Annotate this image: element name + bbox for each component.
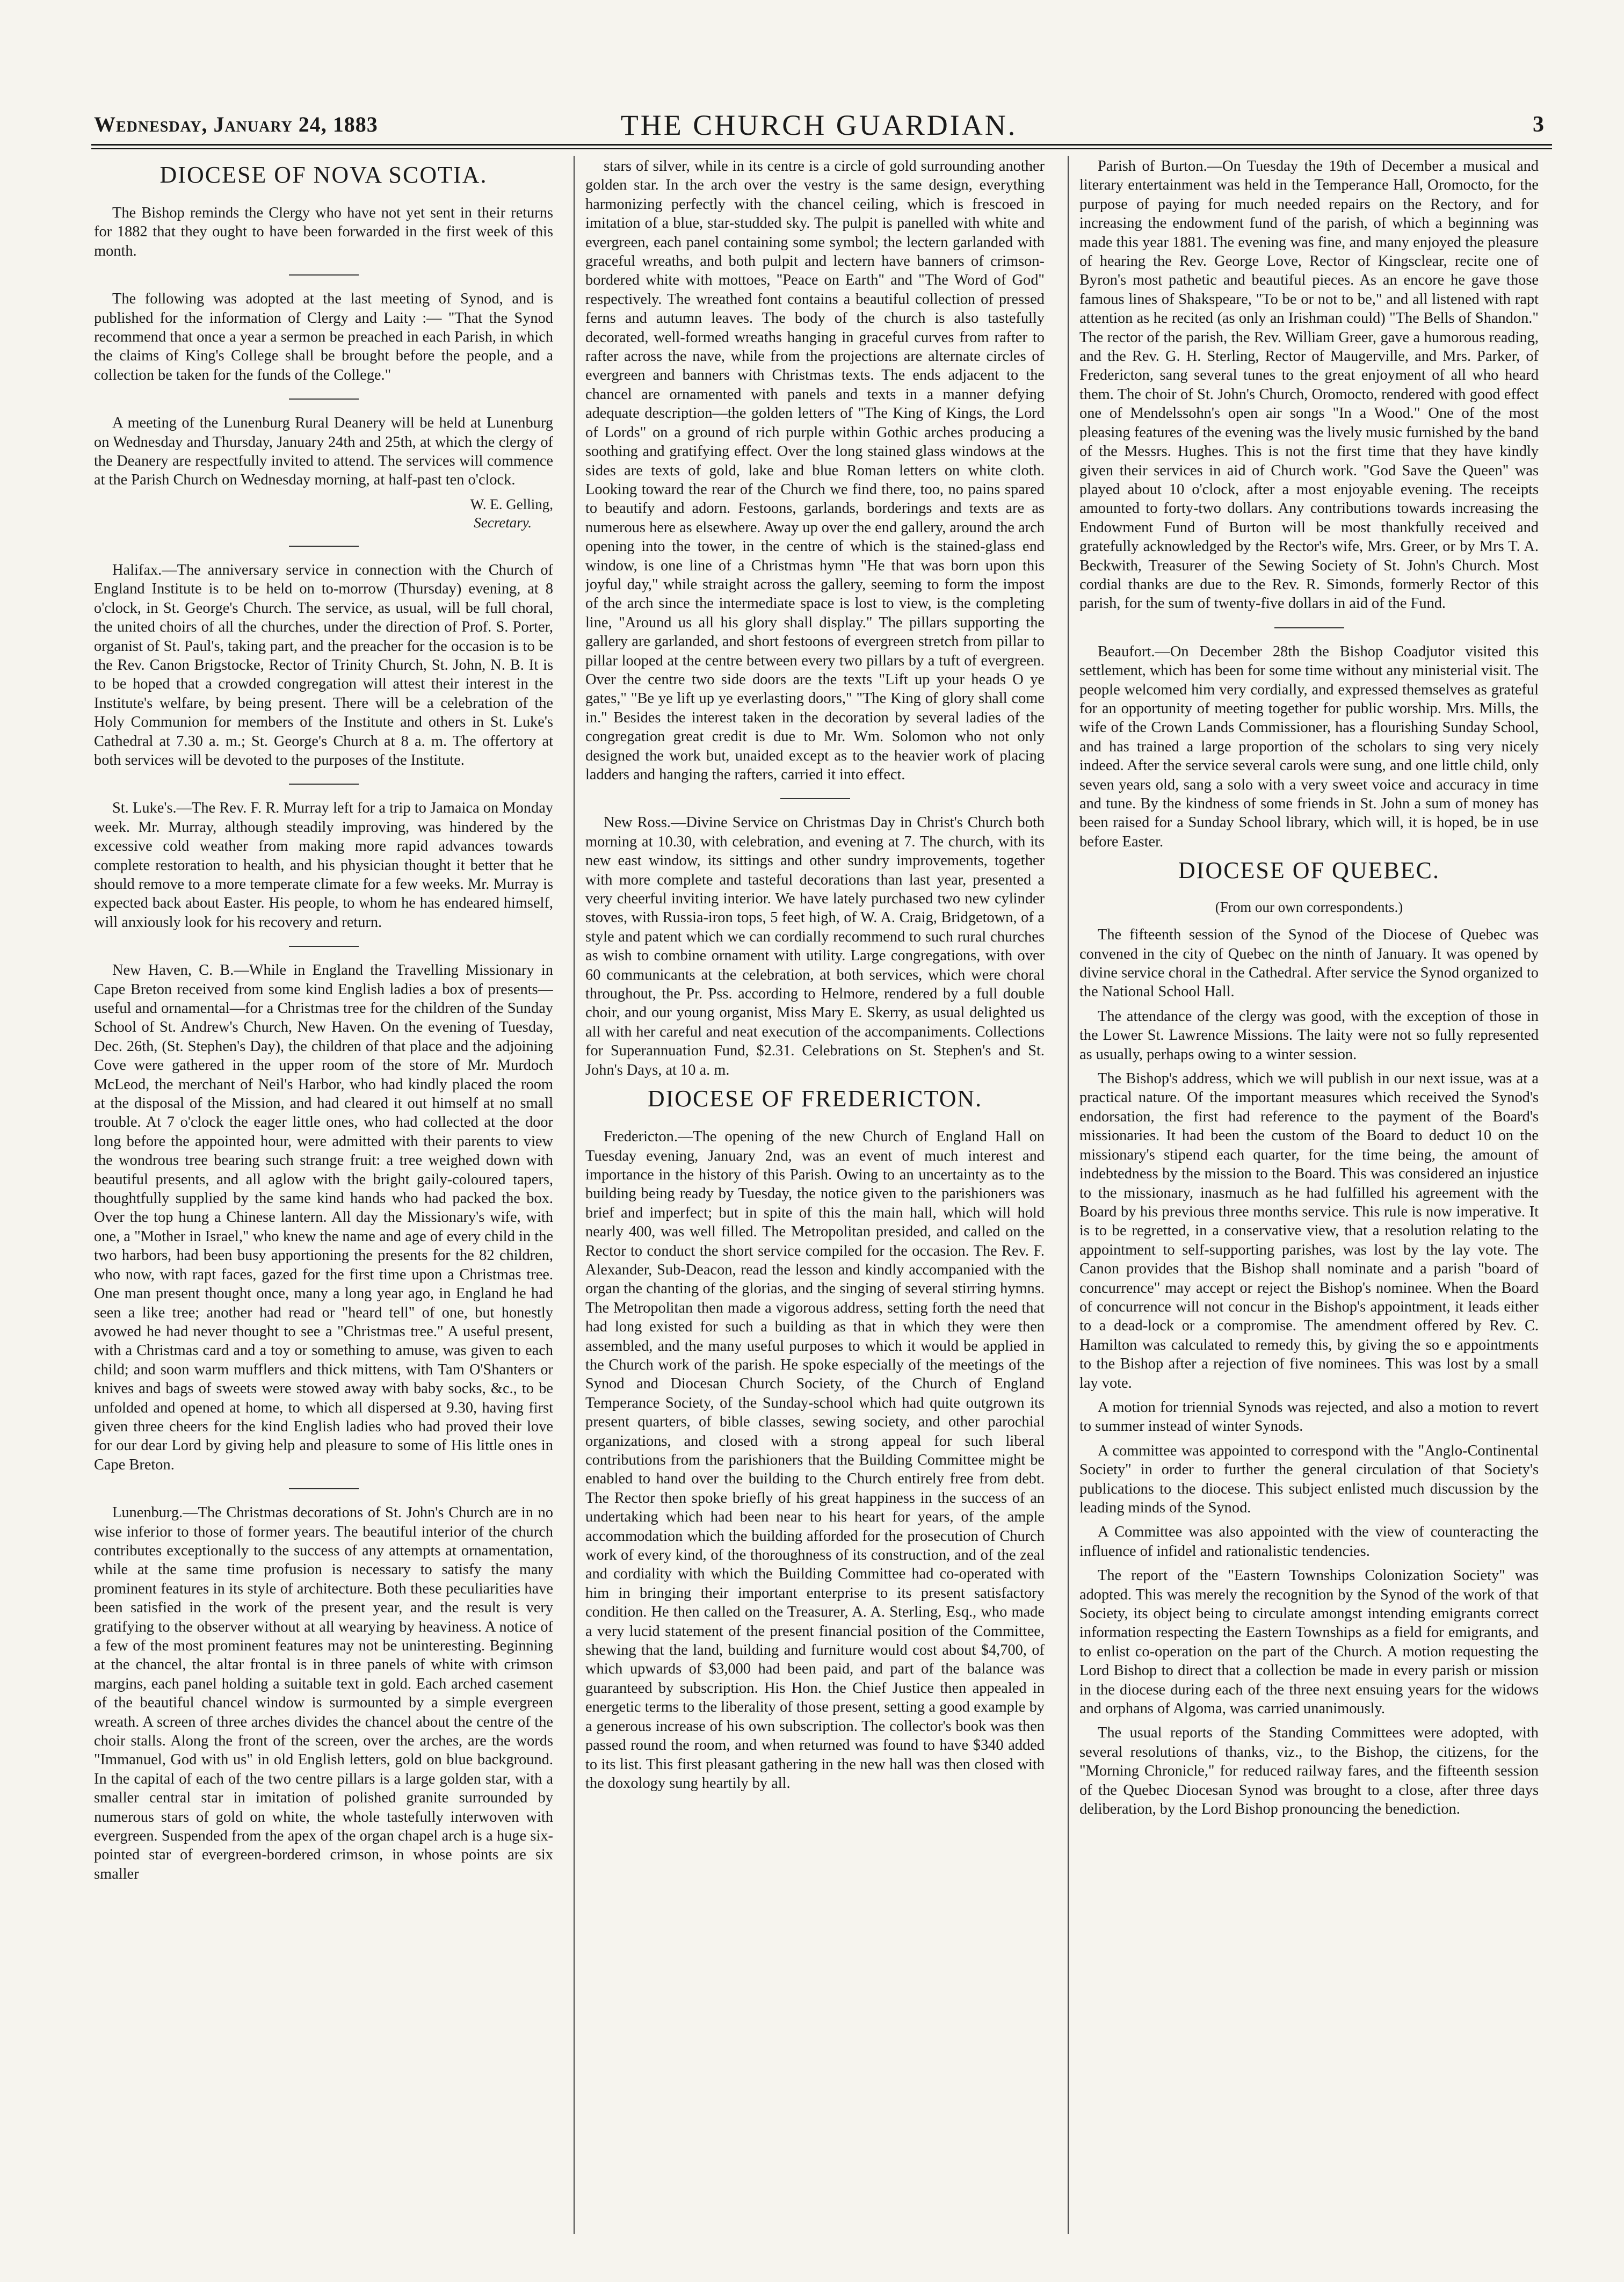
article-separator <box>289 546 359 547</box>
article-paragraph: A motion for triennial Synods was rejected, and also a motion to revert to summer instead of winter Synods. <box>1079 1399 1539 1435</box>
newspaper-title: THE CHURCH GUARDIAN. <box>620 109 1018 141</box>
column-3 <box>1079 157 1539 2241</box>
article-separator <box>289 1488 359 1489</box>
article-paragraph: stars of silver, while in its centre is a circle of gold surrounding another golden star. In the arch over the vestry is the same design, everything harmonizing perfectly with the chancel ceiling, which is frescoed in imitation of a blue, star-studded sky. The pulpit is panelled with white and evergreen, each panel containing some symbol; the lectern garlanded with graceful wreaths, and both pulpit and lectern have banners of crimson-bordered white with mottoes, "Peace on Earth" and "The Word of God" respectively. The wreathed font contains a beautiful collection of pressed ferns and autumn leaves. The body of the church is also tastefully decorated, well-formed wreaths hanging in graceful curves from rafter to rafter across the nave, while from the projections are alternate circles of evergreen and banners with Christmas texts. The ends adjacent to the chancel are ornamented with panels and texts in a manner defying adequate description—the golden letters of "The King of Kings, the Lord of Lords" on a ground of rich purple within Gothic arches producing a soothing and gratifying effect. Over the long stained glass windows at the sides are texts of gold, lake and blue Roman letters on white cloth. Looking toward the rear of the Church we find there, too, no pains spared to beautify and adorn. Festoons, garlands, borderings and texts are as numerous here as elsewhere. Away up over the end gallery, around the arch opening into the tower, in the centre of which is the stained-glass end window, is one line of a Christmas hymn "He that was born upon this joyful day," while straight across the gallery, seeming to form the impost of the arch since the intermediate space is lost to view, is the completing line, "Around us all his glory shall display." The pillars supporting the gallery are garlanded, and short festoons of evergreen stretch from pillar to pillar looped at the centre between every two pillars by a tuft of evergreen. Over the centre two side doors are the texts "Lift up your heads O ye gates," "Be ye lift up ye everlasting doors," "The King of glory shall come in." Besides the interest taken in the decoration by several ladies of the congregation great credit is due to Mr. Wm. Solomon who not only designed the work but, unaided except as to the heavier work of placing ladders and hanging the rafters, carried it into effect. <box>585 158 1045 783</box>
article-paragraph: The attendance of the clergy was good, with the exception of those in the Lower St. Lawrence Missions. The laity were not so fully represented as usually, perhaps owing to a winter session. <box>1079 1008 1539 1063</box>
article-paragraph: St. Luke's.—The Rev. F. R. Murray left for a trip to Jamaica on Monday week. Mr. Murray, although steadily improving, was hindered by the excessive cold weather from making more rapid advances towards complete restoration to health, and his physician thought it better that he should remove to a more temperate climate for a few weeks. Mr. Murray is expected back about Easter. His people, to whom he has endeared himself, will anxiously look for his recovery and return. <box>94 800 553 931</box>
signature-title: Secretary. <box>474 514 532 531</box>
article-paragraph: Lunenburg.—The Christmas decorations of St. John's Church are in no wise inferior to those of former years. The beautiful interior of the church contributes exceptionally to the success of any attempts at ornamentation, while at the same time profusion is necessary to satisfy the many prominent features in its style of architecture. Both these peculiarities have been satisfied in the work of the present year, and the result is very gratifying to the observer without at all wearying by heaviness. A notice of a few of the most prominent features may not be uninteresting. Beginning at the chancel, the altar frontal is in three panels of white with crimson margins, each panel holding a suitable text in gold. Each arched casement of the beautiful chancel window is surmounted by a simple evergreen wreath. A screen of three arches divides the chancel about the centre of the choir stalls. Along the front of the screen, over the arches, are the words "Immanuel, God with us" in old English letters, gold on blue background. In the capital of each of the two centre pillars is a large golden star, with a smaller central star in imitation of polished granite surrounded by numerous stars of gold on white, the whole tastefully interwoven with evergreen. Suspended from the apex of the organ chapel arch is a huge six-pointed star of evergreen-bordered crimson, in whose points are six smaller <box>94 1504 553 1882</box>
article-paragraph: Halifax.—The anniversary service in connection with the Church of England Institute is to be held on to-morrow (Thursday) evening, at 8 o'clock, in St. George's Church. The service, as usual, will be full choral, the united choirs of all the churches, under the direction of Prof. S. Porter, organist of St. Paul's, taking part, and the preacher for the occasion is to be the Rev. Canon Brigstocke, Rector of Trinity Church, St. John, N. B. It is to be hoped that a crowded congregation will attest their interest in the Institute's welfare, by being present. There will be a celebration of the Holy Communion for members of the Institute and others in St. Luke's Cathedral at 7.30 a. m.; St. George's Church at 8 a. m. The offertory at both services will be devoted to the purposes of the Institute. <box>94 561 553 769</box>
masthead-rule <box>91 144 1552 146</box>
article-paragraph: New Ross.—Divine Service on Christmas Day in Christ's Church both morning at 10.30, with celebration, and evening at 7. The church, with its new east window, its sittings and other sundry improvements, together with more complete and tasteful decorations than last year, presented a very cheerful inviting interior. We have lately purchased two new cylinder stoves, with Russia-iron tops, 5 feet high, of W. A. Craig, Bridgetown, of a style and patent which we can cordially recommend to such rural churches as wish to combine ornament with utility. Large congregations, with over 60 communicants at the celebration, at both services, which were choral throughout, the Pr. Pss. according to Helmore, rendered by a full double choir, and our young organist, Miss Mary E. Skerry, as usual delighted us all with her careful and neat execution of the accompaniments. Collections for Superannuation Fund, $2.31. Celebrations on St. Stephen's and St. John's Days, at 10 a. m. <box>585 814 1045 1078</box>
article-separator <box>289 399 359 400</box>
article-separator <box>289 784 359 785</box>
issue-date: Wednesday, January 24, 1883 <box>94 112 378 136</box>
article-paragraph: The usual reports of the Standing Committees were adopted, with several resolutions of thanks, viz., to the Bishop, the citizens, for the "Morning Chronicle," for reduced railway fares, and the fifteenth session of the Quebec Diocesan Synod was brought to a close, after three days deliberation, by the Lord Bishop pronouncing the benediction. <box>1079 1725 1539 1818</box>
article-paragraph: A committee was appointed to correspond with the "Anglo-Continental Society" in order to further the general circulation of that Society's publications to the diocese. This subject enlisted much discussion by the leading minds of the Synod. <box>1079 1442 1539 1516</box>
article-paragraph: New Haven, C. B.—While in England the Travelling Missionary in Cape Breton received from some kind English ladies a box of presents—useful and ornamental—for a Christmas tree for the children of the Sunday School of St. Andrew's Church, New Haven. On the evening of Tuesday, Dec. 26th, (St. Stephen's Day), the children of that place and the adjoining Cove were gathered in the upper room of the store of Mr. Murdoch McLeod, the merchant of Neil's Harbor, who had kindly placed the room at the disposal of the Mission, and had cleared it out himself at no small trouble. At 7 o'clock the eager little ones, who had collected at the door long before the appointed hour, were admitted with their parents to view the wondrous tree bearing such strange fruit: a tree weighed down with beautiful presents, and all aglow with the bright gaily-coloured tapers, thoughtfully supplied by the same kind hands who had packed the box. Over the top hung a Chinese lantern. All day the Missionary's wife, with one, a "Mother in Israel," who knew the name and age of every child in the two harbors, had been busy apportioning the presents for the 82 children, who now, with rapt faces, gazed for the first time upon a Christmas tree. One man present thought once, many a long year ago, in England he had seen a like tree; another had read or "heard tell" of one, but honestly avowed he had never thought to see a "Christmas tree." A useful present, with a Christmas card and a toy or something to amuse, was given to each child; and soon warm mufflers and thick mittens, with Tam O'Shanters or knives and bags of sweets were stowed away with baby socks, &c., to be unfolded and opened at home, to which all dispersed at 9.30, having first given three cheers for the kind English ladies who had proved their love for our dear Lord by giving help and pleasure to some of His little ones in Cape Breton. <box>94 962 553 1473</box>
section-heading: DIOCESE OF QUEBEC. <box>1178 857 1440 884</box>
article-paragraph: A Committee was also appointed with the view of counteracting the influence of infidel and rationalistic tendencies. <box>1079 1524 1539 1560</box>
column-2 <box>585 157 1045 2241</box>
column-divider-2 <box>1068 156 1069 2234</box>
article-paragraph: The Bishop's address, which we will publish in our next issue, was at a practical nature. Of the important measures which received the Synod's endorsation, the first had reference to the payment of the Board's missionaries. It had been the custom of the Board to deduct 10 on the missionary's stipend each quarter, for the time being, the amount of indebtedness by the mission to the Board. This was considered an injustice to the missionary, inasmuch as he had fulfilled his agreement with the Board by his previous three months service. This rule is now imperative. It is to be regretted, in a conservative view, that a resolution relating to the appointment to self-supporting parishes, was lost by the lay vote. The Canon provides that the Bishop shall nominate and a parish "board of concurrence" may accept or reject the Bishop's nominee. When the Board of concurrence will not concur in the Bishop's appointment, it leads either to a dead-lock or a compromise. The amendment offered by Rev. C. Hamilton was calculated to remedy this, by giving the so e appointments to the Bishop after a rejection of five nominees. This was lost by a small lay vote. <box>1079 1070 1539 1392</box>
article-paragraph: Fredericton.—The opening of the new Church of England Hall on Tuesday evening, January 2nd, was an event of much interest and importance in the history of this Parish. Owing to an uncertainty as to the building being ready by Tuesday, the notice given to the parishioners was brief and imperfect; but in spite of this the main hall, which will hold nearly 400, was well filled. The Metropolitan presided, and called on the Rector to conduct the short service compiled for the occasion. The Rev. F. Alexander, Sub-Deacon, read the lesson and kindly accompanied with the organ the chanting of the glorias, and the singing of several stirring hymns. The Metropolitan then made a vigorous address, setting forth the need that had long existed for such a building as that in which they were then assembled, and the many useful purposes to which it would be applied in the Church work of the parish. He spoke especially of the meetings of the Synod and Diocesan Church Society, of the Church of England Temperance Society, of the Sunday-school which had quite outgrown its present quarters, of bible classes, sewing society, and other parochial organizations, and closed with a strong appeal for such liberal contributions from the parishioners that the Building Committee might be enabled to hand over the building to the Church entirely free from debt. The Rector then spoke briefly of his great happiness in the success of an undertaking which had been near to his heart for years, of the ample accommodation which the building afforded for the prosecution of Church work of every kind, of the thoroughness of its construction, and of the zeal and cordiality with which the Building Committee had co-operated with him in bringing their important enterprise to its present satisfactory condition. He then called on the Treasurer, A. A. Sterling, Esq., who made a very lucid statement of the present financial position of the Committee, shewing that the land, building and furniture would cost about $4,700, of which upwards of $3,000 had been paid, and part of the balance was guaranteed by subscription. His Hon. the Chief Justice then appealed in energetic terms to the liberality of those present, setting a good example by a generous increase of his own subscription. The collector's book was then passed round the room, and when returned was found to have $340 added to its list. This first pleasant gathering in the new hall was then closed with the doxology sung heartily by all. <box>585 1128 1045 1792</box>
article-paragraph: The following was adopted at the last meeting of Synod, and is published for the information of Clergy and Laity :— "That the Synod recommend that once a year a sermon be preached in each Parish, in which the claims of King's College shall be brought before the people, and a collection be taken for the funds of the College." <box>94 291 553 383</box>
column-1 <box>94 157 553 2241</box>
section-heading: DIOCESE OF FREDERICTON. <box>647 1085 983 1112</box>
masthead-rule-lower <box>91 148 1552 149</box>
article-separator <box>780 798 850 799</box>
article-separator <box>1274 627 1344 628</box>
article-paragraph: A meeting of the Lunenburg Rural Deanery will be held at Lunenburg on Wednesday and Thursday, January 24th and 25th, at which the clergy of the Deanery are respectfully invited to attend. The services will commence at the Parish Church on Wednesday morning, at half-past ten o'clock. <box>94 415 553 489</box>
article-paragraph: The report of the "Eastern Townships Colonization Society" was adopted. This was merely the recognition by the Synod of the work of that Society, its object being to circulate amongst intending emigrants correct information respecting the Eastern Townships as a field for emigrants, and to enlist co-operation on the part of the Church. A motion requesting the Lord Bishop to direct that a collection be made in every parish or mission in the diocese during each of the three next ensuing years for the widows and orphans of Algoma, was carried unanimously. <box>1079 1567 1539 1718</box>
article-paragraph: The fifteenth session of the Synod of the Diocese of Quebec was convened in the city of Quebec on the ninth of January. It was opened by divine service choral in the Cathedral. After service the Synod organized to the National School Hall. <box>1079 926 1539 1001</box>
article-paragraph: Parish of Burton.—On Tuesday the 19th of December a musical and literary entertainment was held in the Temperance Hall, Oromocto, for the purpose of paying for much needed repairs on the Rectory, and for increasing the endowment fund of the parish, of which a beginning was made this year 1881. The evening was fine, and many enjoyed the pleasure of hearing the Rev. George Love, Rector of Kingsclear, recite one of Byron's most pathetic and beautiful pieces. As an encore he gave those famous lines of Shakspeare, "To be or not to be," and all listened with rapt attention as he recited (as only an Irishman could) "The Bells of Shandon." The rector of the parish, the Rev. William Greer, gave a humorous reading, and the Rev. G. H. Sterling, Rector of Maugerville, and Mrs. Parker, of Fredericton, sang several tunes to the great enjoyment of all who heard them. The choir of St. John's Church, Oromocto, rendered with good effect one of Mendelssohn's open air songs "In a Wood." One of the most pleasing features of the evening was the lively music furnished by the band of the Messrs. Hughes. This is not the first time that they have kindly given their services in aid of Church work. "God Save the Queen" was played about 10 o'clock, after a most enjoyable evening. The receipts amounted to forty-two dollars. Any contributions towards increasing the Endowment Fund of Burton will be most thankfully received and gratefully acknowledged by the Rector's wife, Mrs. Greer, or by Mrs T. A. Beckwith, Treasurer of the Sewing Society of St. John's Church. Most cordial thanks are due to the Rev. R. Simonds, formerly Rector of this parish, for the sum of twenty-five dollars in aid of the Fund. <box>1079 158 1539 612</box>
article-separator <box>289 946 359 947</box>
signature-name: W. E. Gelling, <box>470 496 553 512</box>
page-number: 3 <box>1533 112 1544 137</box>
article-separator <box>289 274 359 276</box>
article-paragraph: Beaufort.—On December 28th the Bishop Coadjutor visited this settlement, which has been for some time without any ministerial visit. The people welcomed him very cordially, and expressed themselves as grateful for an opportunity of meeting together for public worship. Mrs. Mills, the wife of the Crown Lands Commissioner, has a flourishing Sunday School, and has trained a large proportion of the scholars to sing very nicely indeed. After the service several carols were sung, and one little child, only seven years old, sang a solo with a very sweet voice and accuracy in time and tune. By the kindness of some friends in St. John a sum of money has been raised for a Sunday School library, which will, it is hoped, be in use before Easter. <box>1079 643 1539 850</box>
column-divider-1 <box>574 156 575 2234</box>
section-heading: DIOCESE OF NOVA SCOTIA. <box>160 162 488 188</box>
article-paragraph: The Bishop reminds the Clergy who have not yet sent in their returns for 1882 that they ought to have been forwarded in the first week of this month. <box>94 205 553 259</box>
section-subheading: (From our own correspondents.) <box>1215 899 1403 916</box>
